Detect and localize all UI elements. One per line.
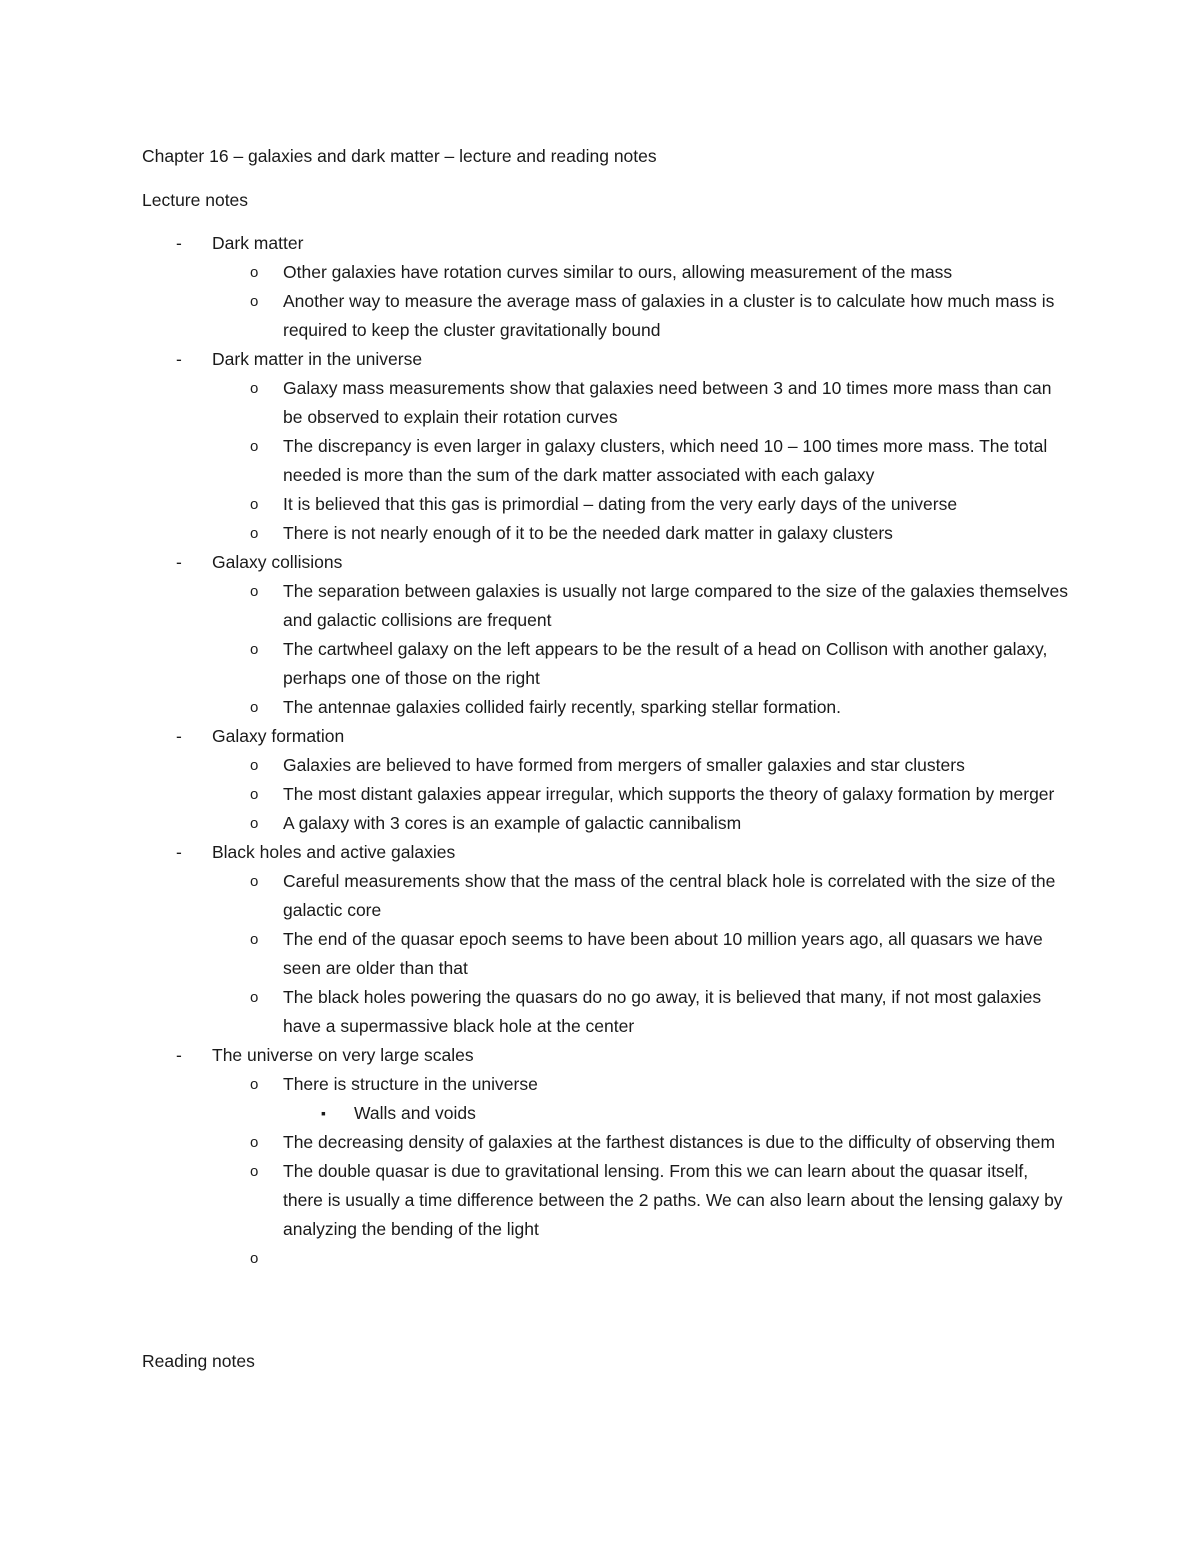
item-text: Other galaxies have rotation curves similar to ours, allowing measurement of the mass bbox=[283, 262, 953, 282]
circle-bullet: o bbox=[250, 699, 259, 716]
lecture-notes-heading: Lecture notes bbox=[142, 190, 249, 210]
item-text: The separation between galaxies is usually not large compared to the size of the galaxies themselves and galactic collisions are frequent bbox=[283, 581, 1069, 630]
section-heading: Galaxy collisions bbox=[212, 552, 343, 572]
subitem-text: Walls and voids bbox=[354, 1103, 476, 1123]
item-text: The end of the quasar epoch seems to have been about 10 million years ago, all quasars we have seen are older than that bbox=[283, 929, 1043, 978]
outline-section bbox=[0, 1041, 1200, 1070]
section-heading: Dark matter in the universe bbox=[212, 349, 423, 369]
circle-bullet: o bbox=[250, 1163, 259, 1180]
section-heading: The universe on very large scales bbox=[212, 1045, 474, 1065]
outline-item bbox=[0, 867, 1200, 925]
circle-bullet: o bbox=[250, 786, 259, 803]
circle-bullet: o bbox=[250, 873, 259, 890]
item-text: The black holes powering the quasars do no go away, it is believed that many, if not most galaxies have a supermassive black hole at the center bbox=[283, 987, 1042, 1036]
dash-bullet: - bbox=[176, 1045, 182, 1065]
outline-item bbox=[0, 809, 1200, 838]
dash-bullet: - bbox=[176, 233, 182, 253]
outline-item bbox=[0, 519, 1200, 548]
circle-bullet: o bbox=[250, 525, 259, 542]
outline-item bbox=[0, 1157, 1200, 1244]
item-text: The antennae galaxies collided fairly recently, sparking stellar formation. bbox=[283, 697, 842, 717]
square-bullet: ▪ bbox=[321, 1105, 326, 1121]
outline-section bbox=[0, 548, 1200, 577]
circle-bullet: o bbox=[250, 931, 259, 948]
outline-item bbox=[0, 577, 1200, 635]
outline-section bbox=[0, 229, 1200, 258]
reading-notes-heading: Reading notes bbox=[142, 1351, 255, 1371]
dash-bullet: - bbox=[176, 842, 182, 862]
circle-bullet: o bbox=[250, 1134, 259, 1151]
outline-section bbox=[0, 838, 1200, 867]
item-text: There is structure in the universe bbox=[283, 1074, 538, 1094]
outline-item bbox=[0, 983, 1200, 1041]
circle-bullet: o bbox=[250, 815, 259, 832]
circle-bullet: o bbox=[250, 264, 259, 281]
item-text: The cartwheel galaxy on the left appears to be the result of a head on Collison with another galaxy, perhaps one of those on the right bbox=[283, 639, 1048, 688]
document-title: Chapter 16 – galaxies and dark matter – lecture and reading notes bbox=[142, 146, 657, 166]
outline-section bbox=[0, 345, 1200, 374]
circle-bullet: o bbox=[250, 496, 259, 513]
section-heading: Black holes and active galaxies bbox=[212, 842, 456, 862]
outline-item bbox=[0, 1128, 1200, 1157]
outline-item bbox=[0, 432, 1200, 490]
dash-bullet: - bbox=[176, 552, 182, 572]
outline-item bbox=[0, 258, 1200, 287]
item-text: It is believed that this gas is primordial – dating from the very early days of the universe bbox=[283, 494, 958, 514]
item-text: There is not nearly enough of it to be the needed dark matter in galaxy clusters bbox=[283, 523, 893, 543]
outline-item bbox=[0, 1070, 1200, 1099]
circle-bullet: o bbox=[250, 293, 259, 310]
outline-item bbox=[0, 287, 1200, 345]
circle-bullet: o bbox=[250, 1250, 259, 1267]
circle-bullet: o bbox=[250, 757, 259, 774]
circle-bullet: o bbox=[250, 641, 259, 658]
dash-bullet: - bbox=[176, 726, 182, 746]
item-text: Galaxies are believed to have formed from mergers of smaller galaxies and star clusters bbox=[283, 755, 965, 775]
item-text: Another way to measure the average mass of galaxies in a cluster is to calculate how much mass is required to keep the cluster gravitationally bound bbox=[283, 291, 1055, 340]
circle-bullet: o bbox=[250, 583, 259, 600]
item-text: Careful measurements show that the mass of the central black hole is correlated with the size of the galactic core bbox=[283, 871, 1056, 920]
section-heading: Dark matter bbox=[212, 233, 304, 253]
outline-item bbox=[0, 925, 1200, 983]
outline-item bbox=[0, 693, 1200, 722]
item-text: Galaxy mass measurements show that galaxies need between 3 and 10 times more mass than can be observed to explain their rotation curves bbox=[283, 378, 1052, 427]
dash-bullet: - bbox=[176, 349, 182, 369]
item-text: The most distant galaxies appear irregular, which supports the theory of galaxy formation by merger bbox=[283, 784, 1055, 804]
item-text: A galaxy with 3 cores is an example of galactic cannibalism bbox=[283, 813, 742, 833]
outline-item bbox=[0, 635, 1200, 693]
circle-bullet: o bbox=[250, 438, 259, 455]
item-text: The decreasing density of galaxies at the farthest distances is due to the difficulty of observing them bbox=[283, 1132, 1056, 1152]
outline-item bbox=[0, 374, 1200, 432]
outline-subitem bbox=[0, 1099, 1200, 1128]
item-text: The double quasar is due to gravitational lensing. From this we can learn about the quasar itself, there is usually a time difference between the 2 paths. We can also learn about the lensing galaxy by analyzing the bending of the light bbox=[283, 1161, 1063, 1239]
circle-bullet: o bbox=[250, 989, 259, 1006]
section-heading: Galaxy formation bbox=[212, 726, 345, 746]
lecture-outline bbox=[0, 229, 1200, 1273]
outline-section bbox=[0, 722, 1200, 751]
item-text: The discrepancy is even larger in galaxy clusters, which need 10 – 100 times more mass. The total needed is more than the sum of the dark matter associated with each galaxy bbox=[283, 436, 1048, 485]
circle-bullet: o bbox=[250, 1076, 259, 1093]
outline-item bbox=[0, 490, 1200, 519]
outline-item bbox=[0, 780, 1200, 809]
outline-item bbox=[0, 1244, 1200, 1273]
circle-bullet: o bbox=[250, 380, 259, 397]
outline-item bbox=[0, 751, 1200, 780]
